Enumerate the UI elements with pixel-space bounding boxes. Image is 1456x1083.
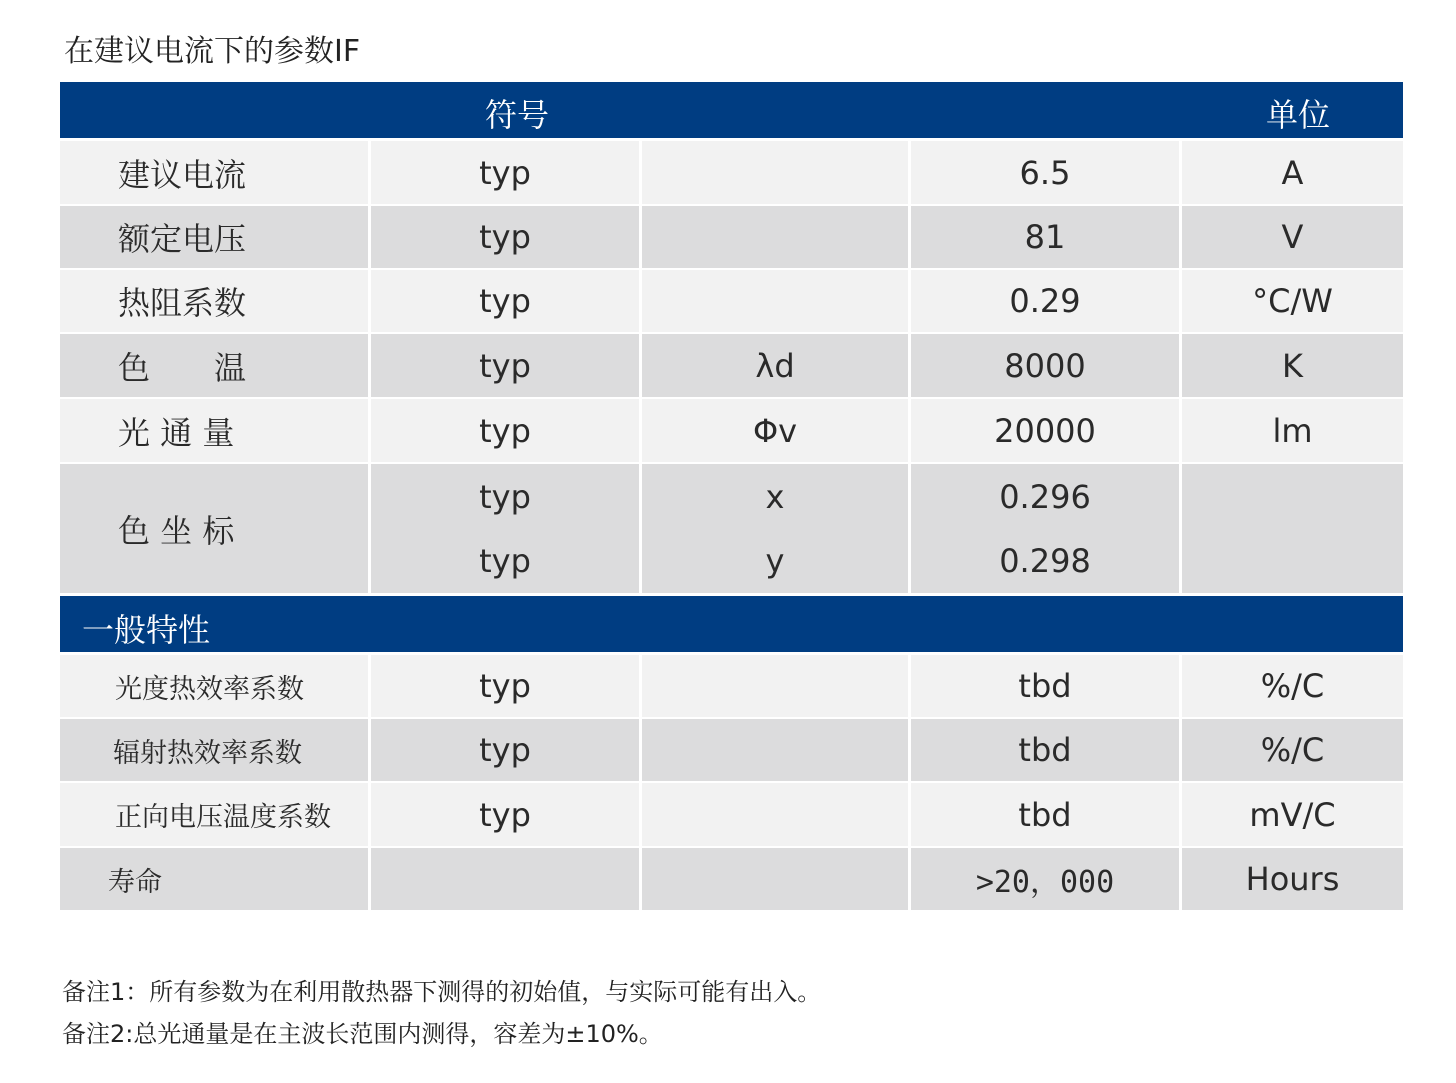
symbol-cell: [642, 270, 908, 332]
symbol-cell: [642, 719, 908, 781]
unit-cell: %/C: [1260, 667, 1325, 705]
condition-cell: [371, 848, 639, 910]
symbol-cell: x: [765, 477, 785, 516]
param-label: 光 通 量: [118, 413, 235, 452]
value-cell: 20000: [994, 411, 1096, 450]
table-row: [60, 848, 1403, 910]
condition-cell: typ: [479, 477, 531, 516]
condition-cell: typ: [479, 218, 531, 256]
page-title: 在建议电流下的参数IF: [64, 34, 361, 69]
table-row: [60, 719, 1403, 781]
symbol-cell: Φv: [752, 411, 798, 450]
value-cell: 0.29: [1009, 282, 1081, 320]
unit-cell: °C/W: [1252, 282, 1333, 320]
condition-cell: typ: [479, 541, 531, 580]
table-header: [60, 82, 1403, 138]
unit-header: 单位: [1266, 96, 1331, 134]
value-cell: 0.298: [999, 541, 1091, 580]
param-label: 建议电流: [118, 155, 247, 194]
unit-cell: K: [1282, 346, 1303, 385]
section-header: [60, 596, 1403, 652]
param-label: 色 温: [118, 348, 247, 387]
condition-cell: typ: [479, 795, 531, 834]
unit-cell: Hours: [1245, 860, 1340, 898]
symbol-cell: [642, 655, 908, 717]
section-title: 一般特性: [82, 611, 211, 649]
symbol-cell: y: [765, 541, 785, 580]
symbol-cell: [642, 848, 908, 910]
table-row: [60, 206, 1403, 268]
condition-cell: typ: [479, 667, 531, 705]
condition-cell: typ: [479, 731, 531, 769]
condition-cell: typ: [479, 153, 531, 192]
value-cell: tbd: [1018, 667, 1072, 705]
symbol-cell: [642, 783, 908, 846]
param-label: 色 坐 标: [118, 511, 235, 550]
table-row: [60, 334, 1403, 397]
unit-cell: [1182, 464, 1403, 593]
condition-cell: typ: [479, 282, 531, 320]
table-row: [60, 141, 1403, 204]
table-row: [60, 783, 1403, 846]
value-cell: 0.296: [999, 477, 1091, 516]
param-label: 正向电压温度系数: [115, 802, 331, 833]
value-cell: tbd: [1018, 795, 1072, 834]
param-label: 光度热效率系数: [115, 673, 304, 705]
table-row: [60, 270, 1403, 332]
unit-cell: V: [1281, 218, 1304, 256]
value-cell: 81: [1024, 218, 1066, 256]
value-cell: 6.5: [1019, 153, 1071, 192]
unit-cell: A: [1281, 153, 1304, 192]
symbol-cell: [642, 141, 908, 204]
symbol-cell: [642, 206, 908, 268]
value-cell: >20，000: [975, 865, 1115, 900]
footnote: 备注2:总光通量是在主波长范围内测得，容差为±10%。: [62, 1020, 663, 1048]
unit-cell: %/C: [1260, 731, 1325, 769]
symbol-header: 符号: [485, 96, 550, 134]
param-label: 寿命: [108, 866, 162, 898]
table-row: [60, 399, 1403, 462]
unit-cell: lm: [1272, 411, 1313, 450]
condition-cell: typ: [479, 411, 531, 450]
param-label: 辐射热效率系数: [113, 737, 302, 769]
value-cell: tbd: [1018, 731, 1072, 769]
param-label: 额定电压: [118, 220, 247, 258]
table-row: [60, 655, 1403, 717]
value-cell: 8000: [1004, 346, 1086, 385]
param-label: 热阻系数: [118, 284, 247, 322]
condition-cell: typ: [479, 346, 531, 385]
table-row: [60, 464, 1403, 593]
symbol-cell: λd: [755, 346, 795, 385]
footnote: 备注1：所有参数为在利用散热器下测得的初始值，与实际可能有出入。: [62, 978, 822, 1006]
unit-cell: mV/C: [1249, 795, 1336, 834]
